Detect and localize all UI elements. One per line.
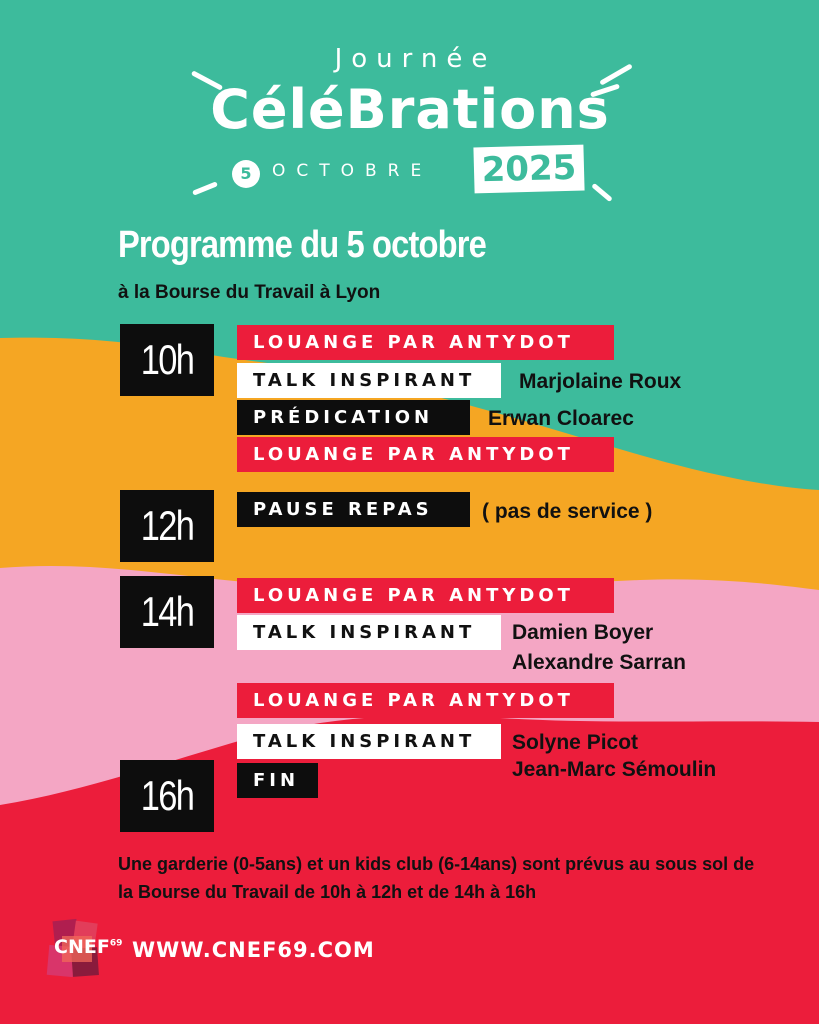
header-month: OCTOBRE [272,161,433,181]
speaker-name: Marjolaine Roux [519,370,682,393]
time-block-16h: 16h [120,760,214,832]
program-bar-talk: TALK INSPIRANT [237,615,501,650]
time-block-14h: 14h [120,576,214,648]
childcare-note: Une garderie (0-5ans) et un kids club (6-14ans) sont prévus au sous sol de la Bourse du Travail de 10h à 12h et de 14h à 16h [118,854,755,902]
website-link[interactable]: WWW.CNEF69.COM [132,938,375,962]
logo-text: CNEF$^{69}$ [54,936,123,958]
program-bar-louange: LOUANGE PAR ANTYDOT [237,578,614,613]
program-title: Programme du 5 octobre [118,224,486,266]
time-block-10h: 10h [120,324,214,396]
header-year-badge: 2025 [473,145,584,194]
header-celebrations: CéléBrations [210,78,610,141]
program-bar-louange: LOUANGE PAR ANTYDOT [237,325,614,360]
speaker-name: Erwan Cloarec [488,407,634,430]
program-bar-predication: PRÉDICATION [237,400,470,435]
program-bar-pause: PAUSE REPAS [237,492,470,527]
speaker-name: Damien Boyer [512,621,654,644]
pause-note: ( pas de service ) [482,500,653,523]
header-day-badge: 5 [232,160,260,188]
program-bar-louange: LOUANGE PAR ANTYDOT [237,683,614,718]
speaker-name: Jean-Marc Sémoulin [512,758,717,781]
program-bar-fin: FIN [237,763,318,798]
program-bar-talk: TALK INSPIRANT [237,724,501,759]
program-bar-louange: LOUANGE PAR ANTYDOT [237,437,614,472]
header-journee: Journée [334,44,497,74]
speaker-name: Alexandre Sarran [512,651,686,674]
program-bar-talk: TALK INSPIRANT [237,363,501,398]
program-subtitle: à la Bourse du Travail à Lyon [118,282,381,303]
time-block-12h: 12h [120,490,214,562]
speaker-name: Solyne Picot [512,731,639,754]
